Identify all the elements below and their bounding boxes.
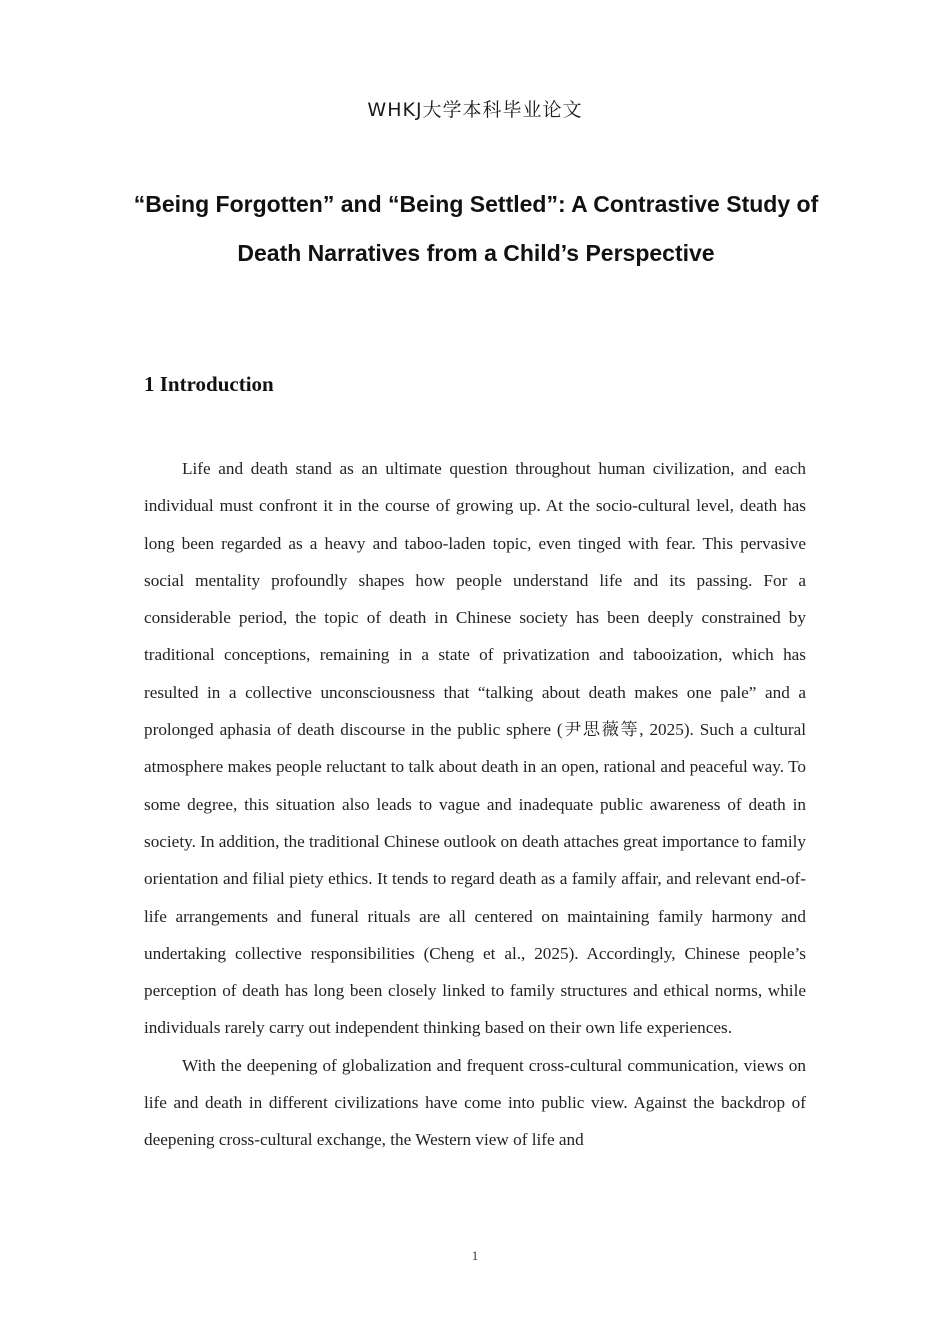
- paragraph: With the deepening of globalization and frequent cross-cultural communication, views on life and death in different civilizations have come into public view. Against the backdrop of deepening cross-cultural exchange, the Western view of life and: [144, 1055, 806, 1150]
- paragraph: Life and death stand as an ultimate question throughout human civilization, and each individual must confront it in the course of growing up. At the socio-cultural level, death has long been regarded as a heavy and taboo-laden topic, even tinged with fear. This pervasive social mentality profoundly shapes how people understand life and its passing. For a considerable period, the topic of death in Chinese society has been deeply constrained by traditional conceptions, remaining in a state of privatization and tabooization, which has resulted in a collective unconsciousness that “talking about death makes one pale” and a prolonged aphasia of death discourse in the public sphere (尹思薇等, 2025). Such a cultural atmosphere makes people reluctant to talk about death in an open, rational and peaceful way. To some degree, this situation also leads to vague and inadequate public awareness of death in society. In addition, the traditional Chinese outlook on death attaches great importance to family orientation and filial piety ethics. It tends to regard death as a family affair, and relevant end-of-life arrangements and funeral rituals are all centered on maintaining family harmony and undertaking collective responsibilities (Cheng et al., 2025). Accordingly, Chinese people’s perception of death has long been closely linked to family structures and ethical norms, while individuals rarely carry out independent thinking based on their own life experiences.: [144, 459, 806, 1038]
- body-text: [144, 450, 806, 1159]
- section-heading: 1 Introduction: [144, 372, 274, 396]
- paper-title: “Being Forgotten” and “Being Settled”: A Contrastive Study of Death Narratives from a Child’s Perspective: [133, 191, 819, 266]
- running-header: WHKJ大学本科毕业论文: [367, 99, 583, 121]
- page-number: 1: [471, 1248, 479, 1263]
